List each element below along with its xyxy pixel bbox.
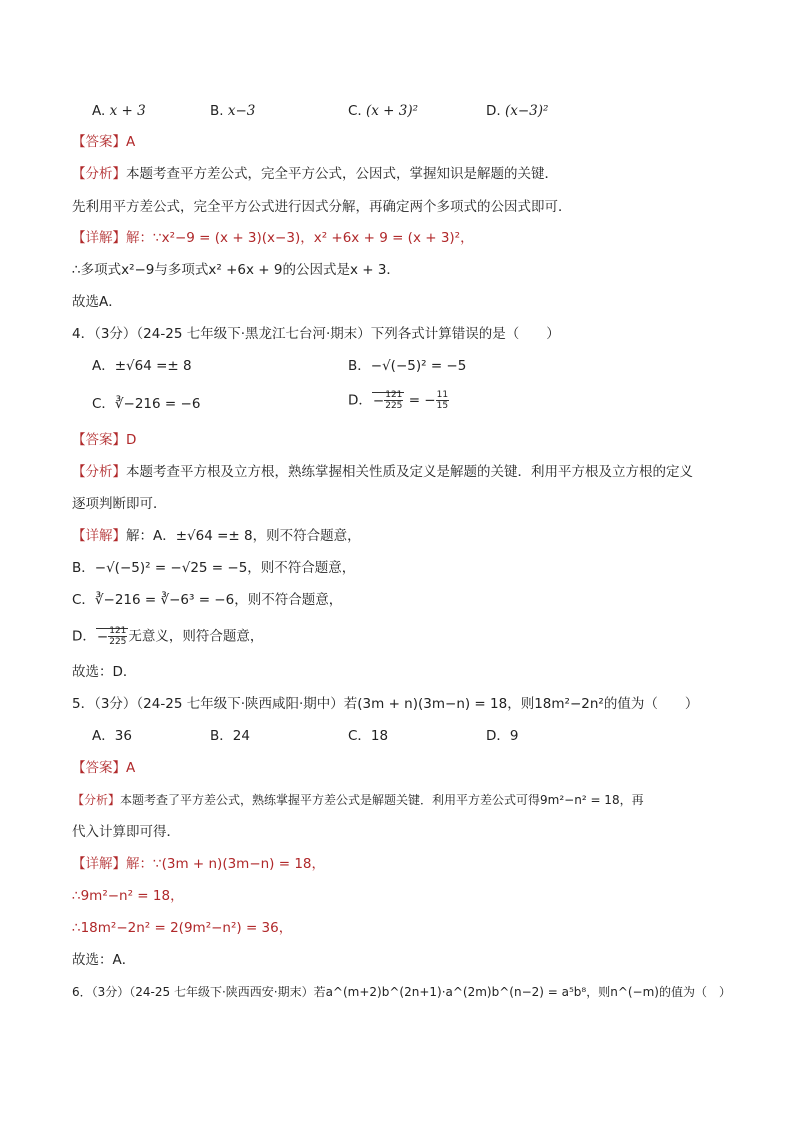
- q5-conclusion: 故选：A．: [72, 952, 136, 968]
- q4-stem: 4．（3分）（24-25 七年级下·黑龙江七台河·期末）下列各式计算错误的是（ ）: [72, 326, 560, 342]
- q4-conclusion: 故选：D．: [72, 664, 137, 680]
- q5-option-b: B．24: [210, 728, 250, 744]
- q3-option-a: A. x + 3: [92, 103, 146, 119]
- q5-detail-1: 【详解】解：∵(3m + n)(3m−n) = 18，: [72, 856, 326, 872]
- q5-answer: 【答案】A: [72, 760, 136, 776]
- q4-option-b: B．−√(−5)² = −5: [348, 358, 467, 374]
- q6-stem: 6．（3分）（24-25 七年级下·陕西西安·期末）若a^(m+2)b^(2n+1)·a^(2m)b^(n−2) = a⁵b⁸，则n^(−m)的值为（ ）: [72, 985, 731, 999]
- q5-analysis-1: 【分析】本题考查了平方差公式，熟练掌握平方差公式是解题关键．利用平方差公式可得9m²−n² = 18，再: [72, 793, 644, 807]
- q4-detail-a: 【详解】解：A．±√64 =± 8，则不符合题意，: [72, 528, 361, 544]
- q3-analysis-2: 先利用平方差公式，完全平方公式进行因式分解，再确定两个多项式的公因式即可．: [72, 199, 572, 215]
- q3-conclusion: 故选A．: [72, 294, 122, 310]
- q5-option-a: A．36: [92, 728, 132, 744]
- q3-detail-2: ∴多项式x²−9与多项式x² +6x + 9的公因式是x + 3．: [72, 262, 400, 278]
- q3-answer: 【答案】A: [72, 134, 136, 150]
- q4-analysis-2: 逐项判断即可．: [72, 496, 167, 512]
- q5-option-d: D．9: [486, 728, 519, 744]
- q5-analysis-2: 代入计算即可得．: [72, 824, 180, 840]
- q4-detail-c: C．∛−216 = ∛−6³ = −6，则不符合题意，: [72, 592, 343, 608]
- q4-option-c: C．∛−216 = −6: [92, 396, 201, 412]
- q4-answer: 【答案】D: [72, 432, 137, 448]
- q3-option-d: D. (x−3)²: [486, 103, 549, 119]
- q3-option-b: B. x−3: [210, 103, 256, 119]
- q3-option-c: C. (x + 3)²: [348, 103, 419, 119]
- q5-detail-2: ∴9m²−n² = 18，: [72, 888, 184, 904]
- q4-option-d: D．− $\frac{121}{225}$ = − $\frac{11}{15}$: [348, 390, 449, 411]
- q4-detail-d: D．− $\frac{121}{225}$ 无意义，则符合题意，: [72, 626, 264, 647]
- q3-analysis-1: 【分析】本题考查平方差公式，完全平方公式，公因式，掌握知识是解题的关键．: [72, 166, 558, 182]
- q4-detail-b: B．−√(−5)² = −√25 = −5，则不符合题意，: [72, 560, 356, 576]
- q5-stem: 5．（3分）（24-25 七年级下·陕西咸阳·期中）若(3m + n)(3m−n) = 18，则18m²−2n²的值为（ ）: [72, 696, 699, 712]
- q5-option-c: C．18: [348, 728, 389, 744]
- q4-analysis-1: 【分析】本题考查平方根及立方根，熟练掌握相关性质及定义是解题的关键．利用平方根及立方根的定义: [72, 464, 693, 480]
- q3-detail-1: 【详解】解：∵x²−9 = (x + 3)(x−3)，x² +6x + 9 = (x + 3)²，: [72, 230, 474, 246]
- q5-detail-3: ∴18m²−2n² = 2(9m²−n²) = 36，: [72, 920, 293, 936]
- q4-option-a: A．±√64 =± 8: [92, 358, 192, 374]
